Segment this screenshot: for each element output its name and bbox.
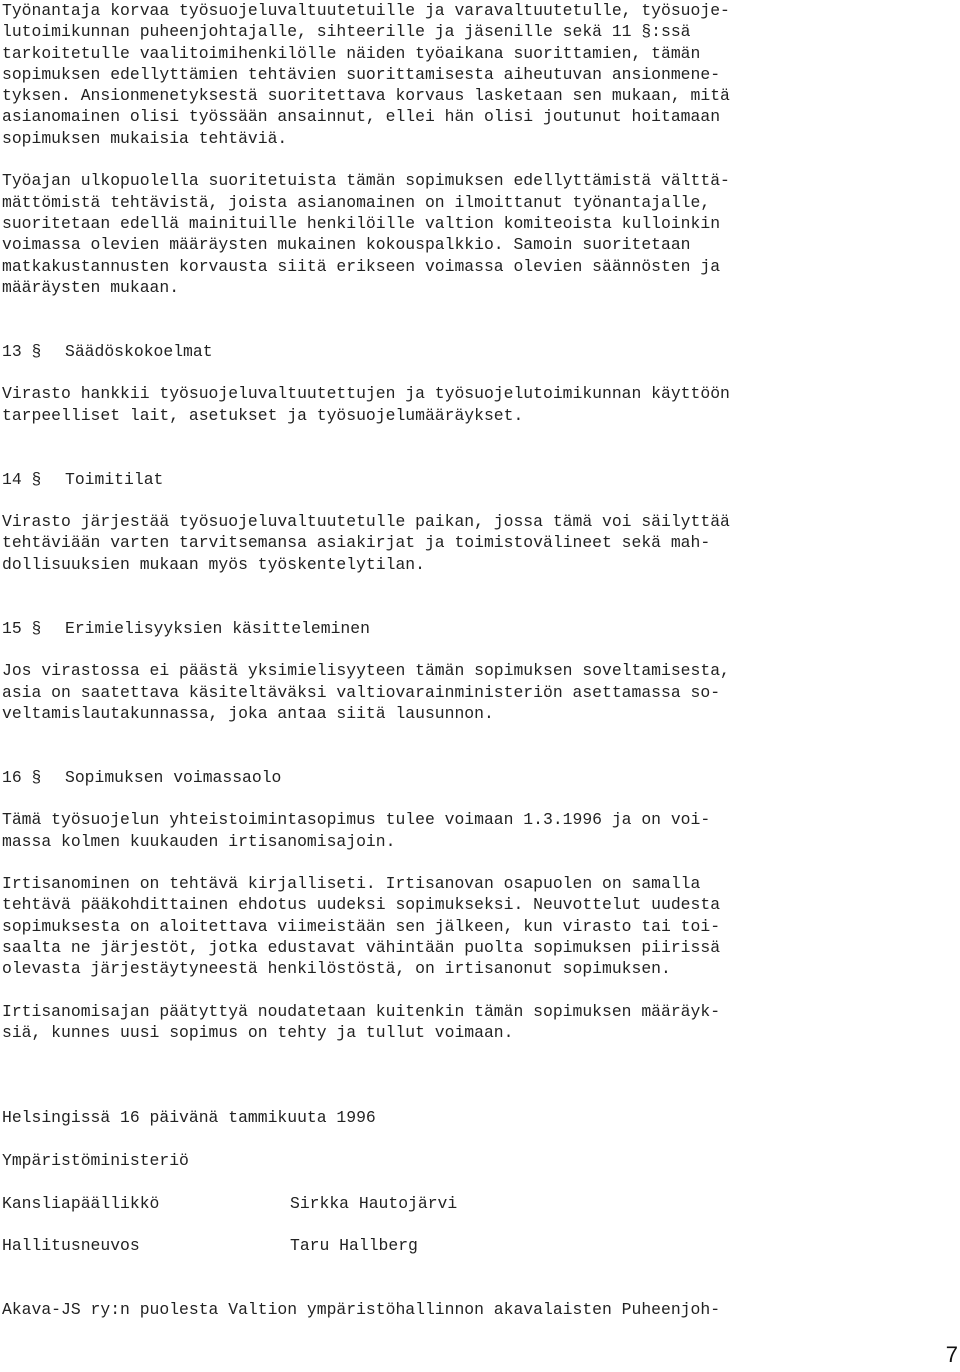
text-line: tyksen. Ansionmenetyksestä suoritettava korvaus lasketaan sen mukaan, mitä bbox=[2, 86, 730, 106]
text-line: tarkoitetulle vaalitoimihenkilölle näiden työaikana suorittamien, tämän bbox=[2, 43, 701, 63]
signature-row bbox=[2, 1193, 957, 1214]
text-line: saalta ne järjestöt, jotka edustavat vähintään puolta sopimuksen piirissä bbox=[2, 938, 721, 958]
signatory-role: Hallitusneuvos bbox=[2, 1236, 140, 1256]
text-line: asia on saatettava käsiteltäväksi valtiovarainministeriön asettamassa so- bbox=[2, 682, 721, 702]
text-line: määräysten mukaan. bbox=[2, 277, 180, 297]
text-line: mättömistä tehtävistä, joista asianomainen on ilmoittanut työnantajalle, bbox=[2, 192, 711, 212]
text-line: siä, kunnes uusi sopimus on tehty ja tullut voimaan. bbox=[2, 1023, 514, 1043]
section-title: Toimitilat bbox=[65, 469, 164, 489]
section-heading bbox=[2, 469, 957, 490]
text-line: dollisuuksien mukaan myös työskentelytilan. bbox=[2, 554, 425, 574]
paragraph-meeting-fee bbox=[2, 170, 957, 298]
text-line: lutoimikunnan puheenjohtajalle, sihteerille ja jäsenille sekä 11 §:ssä bbox=[2, 22, 691, 42]
text-line: voimassa olevien määräysten mukainen kokouspalkkio. Samoin suoritetaan bbox=[2, 235, 691, 255]
text-line: Irtisanominen on tehtävä kirjalliseti. Irtisanovan osapuolen on samalla bbox=[2, 874, 701, 894]
signatory-role: Kansliapäällikkö bbox=[2, 1193, 160, 1213]
signature-row bbox=[2, 1235, 957, 1256]
section-13 bbox=[2, 341, 957, 426]
text-line: Virasto järjestää työsuojeluvaltuutetulle paikan, jossa tämä voi säilyttää bbox=[2, 512, 730, 532]
text-line: Työajan ulkopuolella suoritetuista tämän sopimuksen edellyttämistä välttä- bbox=[2, 171, 730, 191]
signatory-name: Taru Hallberg bbox=[290, 1236, 418, 1256]
text-line: sopimuksen mukaisia tehtäviä. bbox=[2, 128, 288, 148]
page-number: 7 bbox=[945, 1342, 958, 1367]
organization-name: Ympäristöministeriö bbox=[2, 1151, 189, 1171]
closing-block bbox=[2, 1107, 957, 1320]
text-line: olevasta järjestäytyneestä henkilöstöstä, on irtisanonut sopimuksen. bbox=[2, 959, 671, 979]
text-line: Irtisanomisajan päätyttyä noudatetaan kuitenkin tämän sopimuksen määräyk- bbox=[2, 1001, 721, 1021]
text-line: asianomainen olisi työssään ansainnut, ellei hän olisi joutunut hoitamaan bbox=[2, 107, 721, 127]
text-line: Virasto hankkii työsuojeluvaltuutettujen ja työsuojelutoimikunnan käyttöön bbox=[2, 384, 730, 404]
text-line: tarpeelliset lait, asetukset ja työsuojelumääräykset. bbox=[2, 405, 524, 425]
text-line: sopimuksesta on aloitettava viimeistään sen jälkeen, kun virasto tai toi- bbox=[2, 916, 721, 936]
section-heading bbox=[2, 767, 957, 788]
section-heading bbox=[2, 618, 957, 639]
place-date: Helsingissä 16 päivänä tammikuuta 1996 bbox=[2, 1108, 376, 1128]
text-line: tehtävä pääkohdittainen ehdotus uudeksi sopimukseksi. Neuvottelut uudesta bbox=[2, 895, 721, 915]
section-15 bbox=[2, 618, 957, 724]
text-line: veltamislautakunnassa, joka antaa siitä lausunnon. bbox=[2, 703, 494, 723]
paragraph-compensation bbox=[2, 0, 957, 149]
section-title: Erimielisyyksien käsitteleminen bbox=[65, 618, 370, 638]
section-number: 15 § bbox=[2, 618, 42, 638]
section-title: Säädöskokoelmat bbox=[65, 341, 213, 361]
section-14 bbox=[2, 469, 957, 575]
text-line: Jos virastossa ei päästä yksimielisyyteen tämän sopimuksen soveltamisesta, bbox=[2, 661, 730, 681]
section-number: 16 § bbox=[2, 767, 42, 787]
akava-line: Akava-JS ry:n puolesta Valtion ympäristöhallinnon akavalaisten Puheenjoh- bbox=[2, 1300, 721, 1320]
text-line: Tämä työsuojelun yhteistoimintasopimus tulee voimaan 1.3.1996 ja on voi- bbox=[2, 810, 711, 830]
signatory-name: Sirkka Hautojärvi bbox=[290, 1193, 458, 1213]
document-page bbox=[2, 0, 957, 1320]
text-line: matkakustannusten korvausta siitä erikseen voimassa olevien säännösten ja bbox=[2, 256, 721, 276]
text-line: sopimuksen edellyttämien tehtävien suorittamisesta aiheutuvan ansionmene- bbox=[2, 64, 721, 84]
text-line: suoritetaan edellä mainituille henkilöille valtion komiteoista kulloinkin bbox=[2, 213, 721, 233]
text-line: Työnantaja korvaa työsuojeluvaltuutetuille ja varavaltuutetulle, työsuoje- bbox=[2, 1, 730, 20]
text-line: tehtäviään varten tarvitsemansa asiakirjat ja toimistovälineet sekä mah- bbox=[2, 533, 711, 553]
section-16 bbox=[2, 767, 957, 1044]
section-number: 13 § bbox=[2, 341, 42, 361]
section-heading bbox=[2, 341, 957, 362]
section-title: Sopimuksen voimassaolo bbox=[65, 767, 282, 787]
text-line: massa kolmen kuukauden irtisanomisajoin. bbox=[2, 831, 396, 851]
section-number: 14 § bbox=[2, 469, 42, 489]
